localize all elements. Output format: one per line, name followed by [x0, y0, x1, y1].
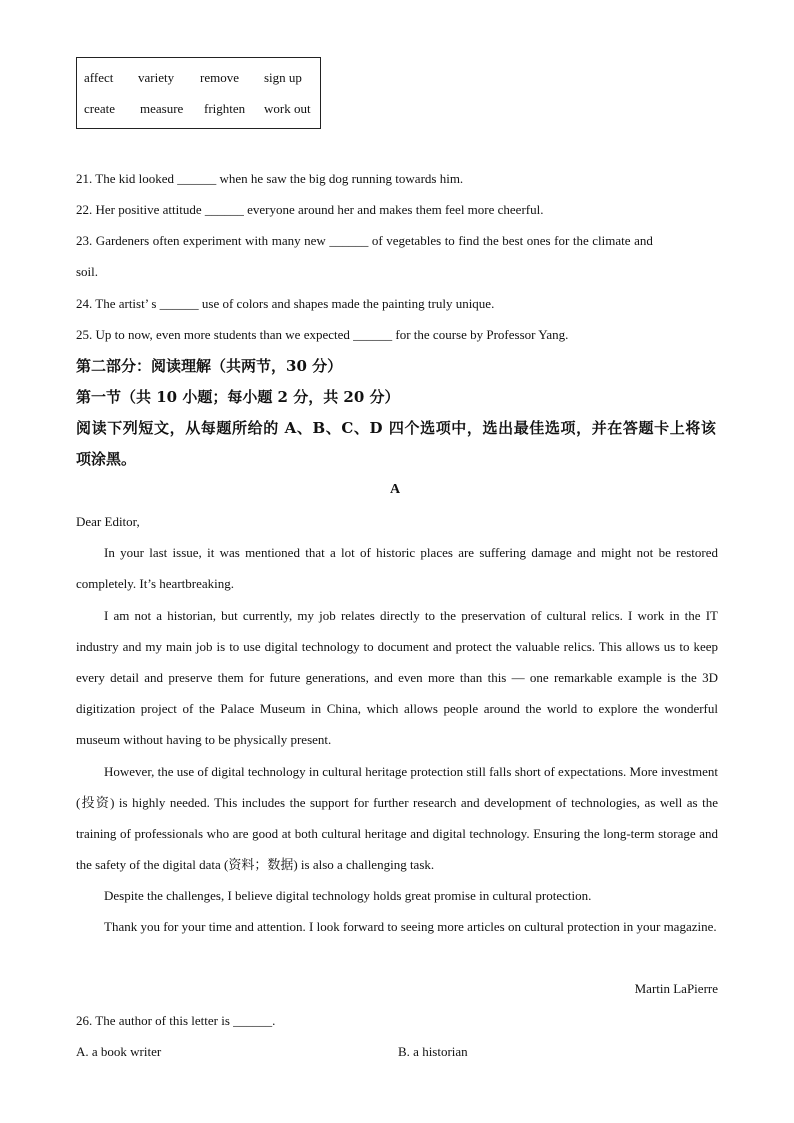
paragraph-3: [76, 756, 718, 880]
subsection-heading: 第一节（共 10 小题；每小题 2 分，共 20 分）: [76, 388, 400, 406]
question-23-continued: soil.: [76, 264, 99, 279]
word-bank-item: work out: [264, 101, 311, 116]
word-bank-box: [76, 57, 321, 129]
question-23: 23. Gardeners often experiment with many new ______ of vegetables to find the best ones for the climate and: [76, 233, 653, 248]
paragraph-5: [76, 911, 718, 942]
word-bank-item: measure: [140, 101, 184, 116]
question-26-stem: 26. The author of this letter is ______.: [76, 1013, 276, 1028]
question-25: 25. Up to now, even more students than we expected ______ for the course by Professor Yang.: [76, 327, 569, 342]
word-bank-item: affect: [84, 70, 114, 85]
question-24: 24. The artist’ s ______ use of colors and shapes made the painting truly unique.: [76, 296, 495, 311]
paragraph-2-text: I am not a historian, but currently, my job relates directly to the preservation of cultural relics. I work in the IT industry and my main job is to use digital technology to document and protect the valuable relics. This allows us to keep every detail and preserve them for future generations, and even more than this — one remarkable example is the 3D digitization project of the Palace Museum in China, which allows people around the world to explore the wonderful museum without having to be physically present.: [76, 608, 718, 747]
word-bank-item: variety: [138, 70, 175, 85]
paragraph-2: [76, 600, 718, 755]
word-bank-item: frighten: [204, 101, 246, 116]
instruction-line-2: 项涂黑。: [76, 450, 137, 468]
question-26-option-a[interactable]: A. a book writer: [76, 1044, 162, 1059]
question-26-option-b[interactable]: B. a historian: [398, 1044, 468, 1059]
passage-label: A: [390, 482, 401, 497]
part-heading: 第二部分：阅读理解（共两节，30 分）: [76, 357, 343, 375]
word-bank-item: remove: [200, 70, 239, 85]
paragraph-4-text: Despite the challenges, I believe digital technology holds great promise in cultural protection.: [104, 888, 592, 903]
salutation: Dear Editor,: [76, 514, 140, 529]
signature: Martin LaPierre: [634, 981, 718, 996]
paragraph-4: [76, 880, 718, 911]
paragraph-3-text: However, the use of digital technology in cultural heritage protection still falls short of expectations. More investment (投资) is highly needed. This includes the support for further research and development of technologies, as well as the training of professionals who are good at both cultural heritage and digital technology. Ensuring the long-term storage and the safety of the digital data (资料；数据) is also a challenging task.: [76, 764, 718, 872]
word-bank-item: create: [84, 101, 116, 116]
instruction-line-1: 阅读下列短文，从每题所给的 A、B、C、D 四个选项中，选出最佳选项，并在答题卡上将该: [76, 419, 717, 437]
paragraph-5-text: Thank you for your time and attention. I look forward to seeing more articles on cultural protection in your magazine.: [104, 919, 717, 934]
question-22: 22. Her positive attitude ______ everyone around her and makes them feel more cheerful.: [76, 202, 544, 217]
paragraph-1: [76, 537, 718, 599]
word-bank-row-1: [84, 70, 320, 90]
word-bank-item: sign up: [264, 70, 302, 85]
word-bank-row-2: [84, 101, 320, 121]
question-21: 21. The kid looked ______ when he saw the big dog running towards him.: [76, 171, 464, 186]
paragraph-1-text: In your last issue, it was mentioned that a lot of historic places are suffering damage and might not be restored completely. It’s heartbreaking.: [76, 545, 718, 591]
